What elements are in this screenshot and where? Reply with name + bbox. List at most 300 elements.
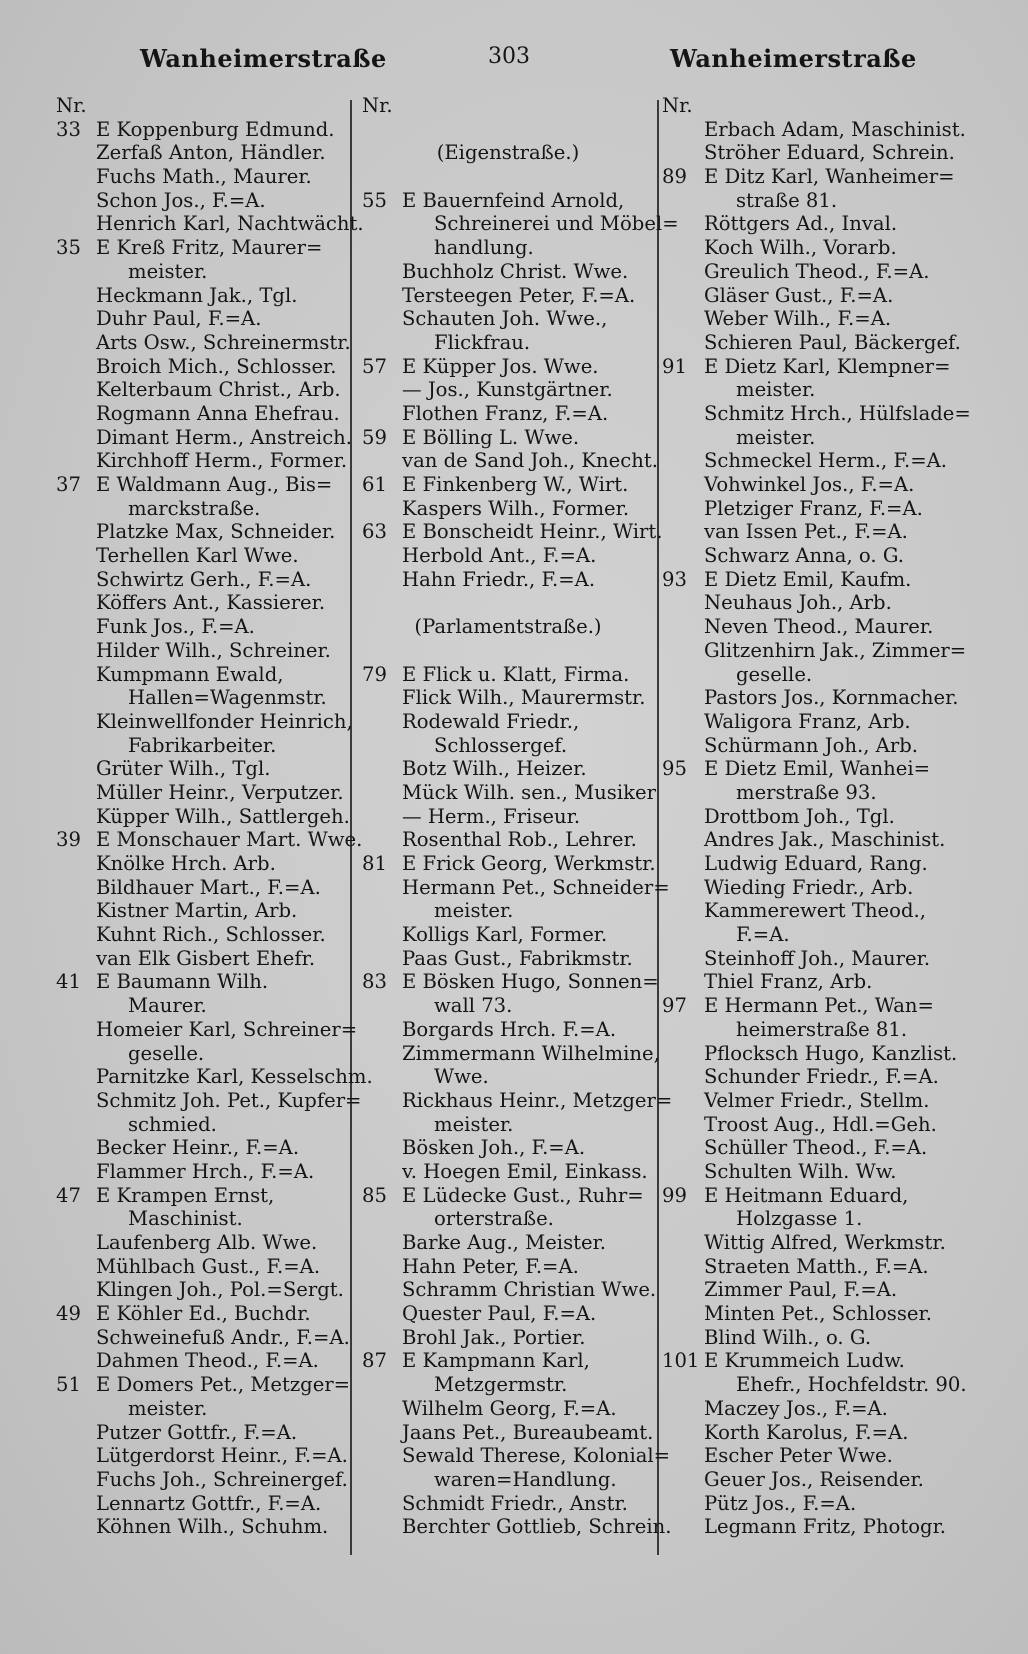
resident-entry bbox=[56, 141, 348, 165]
entry-text: Neuhaus Joh., Arb. bbox=[704, 591, 892, 615]
entry-text: Minten Pet., Schlosser. bbox=[704, 1302, 932, 1326]
house-number: 55 bbox=[362, 188, 387, 212]
resident-entry bbox=[56, 1444, 348, 1468]
entry-text: E Finkenberg W., Wirt. bbox=[402, 473, 629, 496]
entry-continuation bbox=[662, 426, 962, 450]
resident-entry bbox=[662, 1065, 962, 1089]
entry-text: Kistner Martin, Arb. bbox=[96, 899, 298, 923]
house-entry bbox=[662, 568, 962, 592]
entry-continuation bbox=[662, 663, 962, 687]
column-divider-2 bbox=[657, 100, 659, 1555]
house-entry bbox=[362, 852, 654, 876]
resident-entry bbox=[56, 307, 348, 331]
resident-entry bbox=[662, 284, 962, 308]
entry-text: E Bonscheidt Heinr., Wirt. bbox=[402, 520, 663, 544]
resident-entry bbox=[662, 497, 962, 521]
entry-text: F.=A. bbox=[736, 923, 790, 947]
entry-text: Platzke Max, Schneider. bbox=[96, 520, 336, 544]
entry-continuation bbox=[362, 734, 654, 758]
resident-entry bbox=[56, 520, 348, 544]
entry-text: Schürmann Joh., Arb. bbox=[704, 733, 918, 757]
resident-entry bbox=[56, 923, 348, 947]
house-entry bbox=[56, 1302, 348, 1326]
entry-text: v. Hoegen Emil, Einkass. bbox=[402, 1159, 648, 1183]
resident-entry bbox=[56, 165, 348, 189]
entry-text: Botz Wilh., Heizer. bbox=[402, 757, 587, 781]
resident-entry bbox=[362, 260, 654, 284]
house-entry bbox=[362, 473, 654, 497]
resident-entry bbox=[362, 1302, 654, 1326]
entry-text: Becker Heinr., F.=A. bbox=[96, 1136, 300, 1160]
house-number: 61 bbox=[362, 473, 387, 496]
entry-text: Wilhelm Georg, F.=A. bbox=[402, 1396, 617, 1420]
entry-text: Köhnen Wilh., Schuhm. bbox=[96, 1515, 329, 1539]
resident-entry bbox=[56, 284, 348, 308]
entry-text: Kammerewert Theod., bbox=[704, 899, 926, 923]
resident-entry bbox=[362, 875, 670, 900]
resident-entry bbox=[362, 1515, 672, 1539]
resident-entry bbox=[362, 781, 654, 805]
entry-text: Lütgerdorst Heinr., F.=A. bbox=[96, 1444, 348, 1468]
resident-entry bbox=[662, 473, 962, 497]
house-entry bbox=[662, 1349, 962, 1373]
entry-continuation bbox=[56, 686, 348, 710]
spacer bbox=[362, 591, 654, 615]
entry-continuation bbox=[662, 1373, 967, 1397]
entry-text: Troost Aug., Hdl.=Geh. bbox=[704, 1112, 937, 1136]
house-entry bbox=[362, 1184, 654, 1208]
resident-entry bbox=[662, 1302, 962, 1326]
entry-text: E Koppenburg Edmund. bbox=[96, 117, 335, 141]
entry-text: Pflocksch Hugo, Kanzlist. bbox=[704, 1041, 958, 1065]
resident-entry bbox=[362, 1421, 654, 1445]
house-number: 95 bbox=[662, 757, 687, 781]
resident-entry bbox=[56, 1017, 358, 1042]
entry-text: Glitzenhirn Jak., Zimmer= bbox=[704, 638, 967, 662]
entry-text: Schmitz Hrch., Hülfslade= bbox=[704, 401, 971, 425]
entry-text: Schmeckel Herm., F.=A. bbox=[704, 449, 948, 473]
house-entry bbox=[662, 757, 962, 781]
entry-text: — Jos., Kunstgärtner. bbox=[402, 378, 613, 402]
entry-text: Wittig Alfred, Werkmstr. bbox=[704, 1231, 946, 1254]
entry-text: Berchter Gottlieb, Schrein. bbox=[402, 1515, 672, 1539]
entry-text: Dahmen Theod., F.=A. bbox=[96, 1349, 319, 1373]
entry-text: Waligora Franz, Arb. bbox=[704, 709, 911, 733]
house-number: 83 bbox=[362, 970, 387, 994]
house-number: 47 bbox=[56, 1183, 81, 1207]
entry-text: Nr. bbox=[662, 94, 693, 117]
entry-text: Schweinefuß Andr., F.=A. bbox=[96, 1325, 350, 1349]
resident-entry bbox=[56, 378, 348, 402]
entry-text: meister. bbox=[736, 425, 816, 449]
resident-entry bbox=[362, 1041, 660, 1066]
resident-entry bbox=[662, 1515, 962, 1539]
entry-text: van Issen Pet., F.=A. bbox=[704, 520, 908, 544]
entry-text: meister. bbox=[434, 1112, 514, 1136]
entry-text: Borgards Hrch. F.=A. bbox=[402, 1017, 617, 1041]
entry-continuation bbox=[56, 1113, 348, 1137]
entry-text: E Köhler Ed., Buchdr. bbox=[96, 1302, 311, 1326]
entry-text: Ströher Eduard, Schrein. bbox=[704, 141, 955, 165]
house-number: 99 bbox=[662, 1183, 687, 1207]
entry-text: E Hermann Pet., Wan= bbox=[704, 994, 934, 1018]
entry-text: Terhellen Karl Wwe. bbox=[96, 544, 299, 568]
entry-text: Nr. bbox=[362, 94, 393, 117]
entry-text: Grüter Wilh., Tgl. bbox=[96, 757, 271, 781]
house-entry bbox=[56, 828, 363, 852]
house-number: 33 bbox=[56, 117, 81, 141]
resident-entry bbox=[362, 923, 654, 947]
entry-text: Kirchhoff Herm., Former. bbox=[96, 449, 348, 473]
entry-text: Bildhauer Mart., F.=A. bbox=[96, 875, 321, 899]
entry-text: Hilder Wilh., Schreiner. bbox=[96, 638, 331, 662]
entry-text: meister. bbox=[434, 899, 514, 923]
resident-entry bbox=[662, 212, 962, 236]
entry-text: Flick Wilh., Maurermstr. bbox=[402, 686, 646, 710]
entry-text: Pletziger Franz, F.=A. bbox=[704, 496, 923, 520]
entry-text: Hallen=Wagenmstr. bbox=[128, 686, 327, 710]
entry-text: Jaans Pet., Bureaubeamt. bbox=[402, 1420, 654, 1444]
resident-entry bbox=[662, 401, 971, 426]
entry-text: Erbach Adam, Maschinist. bbox=[704, 117, 966, 141]
running-title-left: Wanheimerstraße bbox=[140, 44, 387, 73]
house-entry bbox=[56, 473, 348, 497]
resident-entry bbox=[56, 947, 348, 971]
resident-entry bbox=[56, 1326, 348, 1350]
entry-text: Schlossergef. bbox=[434, 733, 568, 757]
entry-text: E Krampen Ernst, bbox=[96, 1183, 275, 1207]
resident-entry bbox=[362, 1326, 654, 1350]
entry-text: Drottbom Joh., Tgl. bbox=[704, 804, 895, 828]
entry-text: Metzgermstr. bbox=[434, 1373, 568, 1397]
resident-entry bbox=[56, 425, 353, 450]
resident-entry bbox=[362, 1444, 671, 1468]
entry-text: Koch Wilh., Vorarb. bbox=[704, 236, 897, 260]
entry-text: Thiel Franz, Arb. bbox=[704, 970, 873, 994]
resident-entry bbox=[56, 449, 348, 473]
resident-entry bbox=[362, 1160, 654, 1184]
entry-text: Paas Gust., Fabrikmstr. bbox=[402, 946, 633, 970]
house-entry bbox=[56, 970, 348, 994]
house-number: 63 bbox=[362, 520, 387, 544]
resident-entry bbox=[662, 1255, 962, 1279]
entry-text: Barke Aug., Meister. bbox=[402, 1231, 607, 1254]
entry-continuation bbox=[56, 260, 348, 284]
spacer bbox=[362, 639, 654, 663]
resident-entry bbox=[662, 970, 962, 994]
column-heading bbox=[662, 94, 962, 118]
house-entry bbox=[362, 355, 654, 379]
resident-entry bbox=[56, 876, 348, 900]
entry-continuation bbox=[362, 1207, 654, 1231]
resident-entry bbox=[662, 520, 962, 544]
entry-text: Fuchs Joh., Schreinergef. bbox=[96, 1467, 348, 1491]
page-number: 303 bbox=[488, 44, 530, 69]
entry-text: E Bösken Hugo, Sonnen= bbox=[402, 970, 659, 994]
spacer bbox=[362, 165, 654, 189]
resident-entry bbox=[662, 1160, 962, 1184]
entry-text: E Bauernfeind Arnold, bbox=[402, 188, 625, 212]
entry-text: handlung. bbox=[434, 236, 534, 260]
house-number: 79 bbox=[362, 662, 387, 686]
entry-text: Kolligs Karl, Former. bbox=[402, 923, 608, 947]
entry-text: merstraße 93. bbox=[736, 780, 877, 804]
entry-text: Röttgers Ad., Inval. bbox=[704, 212, 898, 236]
resident-entry bbox=[56, 805, 348, 829]
entry-continuation bbox=[662, 923, 962, 947]
resident-entry bbox=[56, 544, 348, 568]
resident-entry bbox=[56, 402, 348, 426]
entry-text: E Monschauer Mart. Wwe. bbox=[96, 828, 363, 852]
entry-continuation bbox=[662, 1018, 962, 1042]
resident-entry bbox=[662, 544, 962, 568]
resident-entry bbox=[662, 1278, 962, 1302]
entry-text: straße 81. bbox=[736, 188, 838, 212]
entry-text: E Heitmann Eduard, bbox=[704, 1183, 909, 1207]
resident-entry bbox=[662, 1326, 962, 1350]
resident-entry bbox=[56, 1088, 362, 1113]
resident-entry bbox=[662, 1113, 962, 1137]
entry-text: Dimant Herm., Anstreich. bbox=[96, 425, 353, 449]
entry-text: Geuer Jos., Reisender. bbox=[704, 1467, 924, 1491]
resident-entry bbox=[362, 378, 654, 402]
entry-text: Arts Osw., Schreinermstr. bbox=[96, 330, 351, 354]
entry-text: waren=Handlung. bbox=[434, 1467, 617, 1491]
entry-continuation bbox=[56, 497, 348, 521]
column-heading bbox=[362, 94, 654, 118]
house-number: 101 bbox=[662, 1349, 700, 1373]
resident-entry bbox=[56, 1136, 348, 1160]
resident-entry bbox=[662, 805, 962, 829]
resident-entry bbox=[662, 876, 962, 900]
resident-entry bbox=[662, 1089, 962, 1113]
entry-text: Mück Wilh. sen., Musiker bbox=[402, 780, 656, 804]
entry-text: Hahn Peter, F.=A. bbox=[402, 1254, 579, 1278]
entry-text: Rodewald Friedr., bbox=[402, 709, 580, 733]
resident-entry bbox=[662, 1231, 962, 1255]
entry-text: Holzgasse 1. bbox=[736, 1207, 863, 1231]
house-number: 35 bbox=[56, 236, 81, 260]
entry-text: Greulich Theod., F.=A. bbox=[704, 259, 930, 283]
resident-entry bbox=[662, 638, 967, 663]
entry-text: Wwe. bbox=[434, 1065, 489, 1089]
entry-text: E Kreß Fritz, Maurer= bbox=[96, 236, 323, 260]
entry-text: Parnitzke Karl, Kesselschm. bbox=[96, 1065, 373, 1089]
resident-entry bbox=[56, 1492, 348, 1516]
entry-text: E Lüdecke Gust., Ruhr= bbox=[402, 1183, 644, 1207]
resident-entry bbox=[56, 899, 348, 923]
entry-text: Putzer Gottfr., F.=A. bbox=[96, 1420, 298, 1444]
entry-text: E Dietz Emil, Kaufm. bbox=[704, 567, 912, 591]
entry-text: Legmann Fritz, Photogr. bbox=[704, 1515, 947, 1539]
entry-text: Schwirtz Gerh., F.=A. bbox=[96, 567, 312, 591]
entry-text: E Krummeich Ludw. bbox=[704, 1349, 905, 1373]
house-entry bbox=[56, 1184, 348, 1208]
entry-text: — Herm., Friseur. bbox=[402, 804, 581, 828]
entry-text: Bösken Joh., F.=A. bbox=[402, 1136, 586, 1160]
resident-entry bbox=[662, 615, 962, 639]
entry-text: Andres Jak., Maschinist. bbox=[704, 828, 946, 852]
directory-column-3 bbox=[662, 94, 971, 1539]
entry-text: Weber Wilh., F.=A. bbox=[704, 307, 892, 331]
house-entry bbox=[362, 426, 654, 450]
entry-text: Brohl Jak., Portier. bbox=[402, 1325, 586, 1349]
entry-text: schmied. bbox=[128, 1112, 217, 1136]
entry-text: Lennartz Gottfr., F.=A. bbox=[96, 1491, 322, 1515]
entry-text: Blind Wilh., o. G. bbox=[704, 1325, 872, 1349]
resident-entry bbox=[56, 355, 348, 379]
entry-text: geselle. bbox=[128, 1041, 205, 1065]
house-number: 81 bbox=[362, 852, 387, 875]
entry-continuation bbox=[662, 1207, 962, 1231]
entry-text: Schauten Joh. Wwe., bbox=[402, 307, 608, 331]
entry-text: Schramm Christian Wwe. bbox=[402, 1278, 657, 1302]
entry-continuation bbox=[362, 1373, 654, 1397]
house-entry bbox=[362, 189, 654, 213]
house-number: 97 bbox=[662, 994, 687, 1018]
resident-entry bbox=[56, 781, 348, 805]
entry-text: Schmitz Joh. Pet., Kupfer= bbox=[96, 1088, 362, 1112]
entry-text: Zerfaß Anton, Händler. bbox=[96, 141, 326, 165]
entry-text: Kleinwellfonder Heinrich, bbox=[96, 709, 353, 733]
house-entry bbox=[362, 970, 659, 994]
entry-continuation bbox=[362, 236, 654, 260]
entry-text: Vohwinkel Jos., F.=A. bbox=[704, 473, 915, 496]
resident-entry bbox=[662, 686, 962, 710]
entry-text: E Baumann Wilh. bbox=[96, 970, 269, 994]
entry-text: Henrich Karl, Nachtwächt. bbox=[96, 212, 364, 236]
resident-entry bbox=[362, 1231, 654, 1255]
resident-entry bbox=[362, 544, 654, 568]
entry-text: Sewald Therese, Kolonial= bbox=[402, 1444, 671, 1468]
resident-entry bbox=[662, 1421, 962, 1445]
house-entry bbox=[362, 520, 663, 544]
resident-entry bbox=[662, 828, 962, 852]
entry-text: Zimmermann Wilhelmine, bbox=[402, 1041, 660, 1065]
entry-text: Schieren Paul, Bäckergef. bbox=[704, 330, 961, 354]
house-number: 93 bbox=[662, 567, 687, 591]
resident-entry bbox=[362, 449, 658, 473]
entry-text: Ludwig Eduard, Rang. bbox=[704, 852, 928, 875]
entry-text: Quester Paul, F.=A. bbox=[402, 1302, 597, 1326]
entry-text: Herbold Ant., F.=A. bbox=[402, 544, 597, 568]
entry-text: Mühlbach Gust., F.=A. bbox=[96, 1254, 321, 1278]
resident-entry bbox=[362, 402, 654, 426]
entry-text: Ehefr., Hochfeldstr. 90. bbox=[736, 1373, 967, 1397]
resident-entry bbox=[56, 663, 348, 687]
entry-text: orterstraße. bbox=[434, 1207, 554, 1231]
entry-text: Hermann Pet., Schneider= bbox=[402, 875, 670, 899]
resident-entry bbox=[362, 1018, 654, 1042]
house-entry bbox=[56, 236, 348, 260]
entry-text: E Bölling L. Wwe. bbox=[402, 425, 580, 449]
entry-text: Broich Mich., Schlosser. bbox=[96, 354, 337, 378]
entry-text: E Domers Pet., Metzger= bbox=[96, 1373, 351, 1397]
resident-entry bbox=[662, 710, 962, 734]
resident-entry bbox=[662, 1397, 962, 1421]
entry-continuation bbox=[362, 899, 654, 923]
resident-entry bbox=[662, 1042, 962, 1066]
entry-continuation bbox=[662, 781, 962, 805]
entry-continuation bbox=[56, 734, 348, 758]
house-number: 87 bbox=[362, 1349, 387, 1373]
entry-text: Kaspers Wilh., Former. bbox=[402, 496, 630, 520]
entry-continuation bbox=[56, 994, 348, 1018]
entry-text: Fuchs Math., Maurer. bbox=[96, 165, 312, 189]
resident-entry bbox=[662, 852, 962, 876]
resident-entry bbox=[362, 284, 654, 308]
entry-text: meister. bbox=[736, 378, 816, 402]
resident-entry bbox=[662, 734, 962, 758]
cross-street-heading bbox=[362, 615, 654, 639]
house-number: 41 bbox=[56, 970, 81, 994]
entry-text: Hahn Friedr., F.=A. bbox=[402, 567, 596, 591]
entry-continuation bbox=[56, 1042, 348, 1066]
entry-text: heimerstraße 81. bbox=[736, 1017, 908, 1041]
resident-entry bbox=[362, 1278, 657, 1302]
entry-text: Duhr Paul, F.=A. bbox=[96, 307, 262, 331]
house-entry bbox=[362, 663, 654, 687]
house-entry bbox=[362, 1349, 654, 1373]
directory-column-1 bbox=[56, 94, 373, 1539]
entry-text: (Eigenstraße.) bbox=[436, 141, 580, 165]
entry-text: Müller Heinr., Verputzer. bbox=[96, 780, 344, 804]
resident-entry bbox=[56, 1278, 348, 1302]
column-heading bbox=[56, 94, 348, 118]
entry-text: Schunder Friedr., F.=A. bbox=[704, 1065, 939, 1089]
running-title-right: Wanheimerstraße bbox=[670, 44, 917, 73]
entry-text: Kelterbaum Christ., Arb. bbox=[96, 378, 341, 402]
house-entry bbox=[662, 994, 962, 1018]
resident-entry bbox=[56, 1065, 373, 1089]
entry-text: van de Sand Joh., Knecht. bbox=[402, 449, 658, 473]
entry-text: Klingen Joh., Pol.=Sergt. bbox=[96, 1278, 344, 1302]
entry-text: Kumpmann Ewald, bbox=[96, 662, 284, 686]
resident-entry bbox=[662, 899, 962, 923]
resident-entry bbox=[362, 1255, 654, 1279]
resident-entry bbox=[662, 117, 966, 142]
resident-entry bbox=[56, 1255, 348, 1279]
entry-text: E Küpper Jos. Wwe. bbox=[402, 354, 599, 378]
resident-entry bbox=[662, 331, 962, 355]
entry-continuation bbox=[362, 1468, 654, 1492]
resident-entry bbox=[56, 568, 348, 592]
entry-text: Maschinist. bbox=[128, 1207, 243, 1231]
resident-entry bbox=[362, 307, 654, 331]
resident-entry bbox=[362, 1136, 654, 1160]
entry-text: Steinhoff Joh., Maurer. bbox=[704, 946, 931, 970]
resident-entry bbox=[362, 497, 654, 521]
page-header bbox=[0, 44, 1028, 84]
entry-text: Schwarz Anna, o. G. bbox=[704, 544, 905, 568]
resident-entry bbox=[662, 1136, 962, 1160]
entry-text: E Kampmann Karl, bbox=[402, 1349, 590, 1373]
resident-entry bbox=[56, 189, 348, 213]
entry-text: Pütz Jos., F.=A. bbox=[704, 1491, 857, 1515]
entry-text: Knölke Hrch. Arb. bbox=[96, 852, 276, 875]
resident-entry bbox=[56, 1468, 348, 1492]
entry-text: E Dietz Emil, Wanhei= bbox=[704, 757, 931, 781]
entry-continuation bbox=[362, 994, 654, 1018]
house-entry bbox=[662, 1184, 962, 1208]
house-entry bbox=[662, 355, 962, 379]
entry-text: Flammer Hrch., F.=A. bbox=[96, 1159, 315, 1183]
entry-text: Funk Jos., F.=A. bbox=[96, 615, 255, 639]
entry-text: Pastors Jos., Kornmacher. bbox=[704, 686, 959, 710]
spacer bbox=[362, 118, 654, 142]
resident-entry bbox=[662, 141, 962, 165]
resident-entry bbox=[662, 1444, 962, 1468]
